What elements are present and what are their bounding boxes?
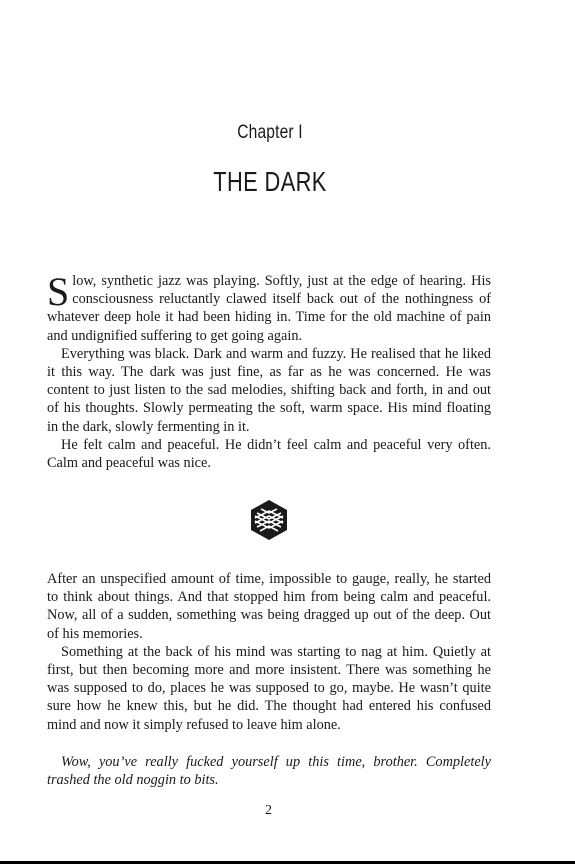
page-number: 2 <box>265 803 272 818</box>
section-three <box>47 753 491 789</box>
opening-paragraph-text: low, synthetic jazz was playing. Softly, just at the edge of hearing. His consciousness reluctantly clawed itself back out of the nothingness of whatever deep hole it had been hiding in. Time for the old machine of pain and undignified suffering to get going again. <box>47 273 491 344</box>
opening-paragraph <box>47 269 491 345</box>
paragraph: He felt calm and peaceful. He didn’t feel calm and peaceful very often. Calm and peaceful was nice. <box>47 436 491 472</box>
paragraph: Something at the back of his mind was starting to nag at him. Quietly at first, but then becoming more and more insistent. There was something he was supposed to do, places he was supposed to go, maybe. He wasn’t quite sure how he knew this, but he did. The thought had entered his confused mind and now it simply refused to leave him alone. <box>47 643 491 733</box>
italic-paragraph: Wow, you’ve really fucked yourself up this time, brother. Completely trashed the old noggin to bits. <box>47 754 491 789</box>
chapter-title: THE DARK <box>213 166 327 197</box>
section-one <box>47 269 491 472</box>
paragraph: After an unspecified amount of time, impossible to gauge, really, he started to think about things. And that stopped him from being calm and peaceful. Now, all of a sudden, something was being dragged up out of the deep. Out of his memories. <box>47 571 491 642</box>
chapter-label: Chapter I <box>237 122 303 143</box>
hexagon-knot-ornament-icon <box>248 499 290 541</box>
paragraph: Everything was black. Dark and warm and fuzzy. He realised that he liked it this way. The dark was just fine, as far as he was concerned. He was content to just listen to the sad melodies, shifting back and forth, in and out of his thoughts. Slowly permeating the soft, warm space. His mind floating in the dark, slowly fermenting in it. <box>47 345 491 435</box>
section-two <box>47 570 491 734</box>
drop-cap: S <box>47 269 70 314</box>
